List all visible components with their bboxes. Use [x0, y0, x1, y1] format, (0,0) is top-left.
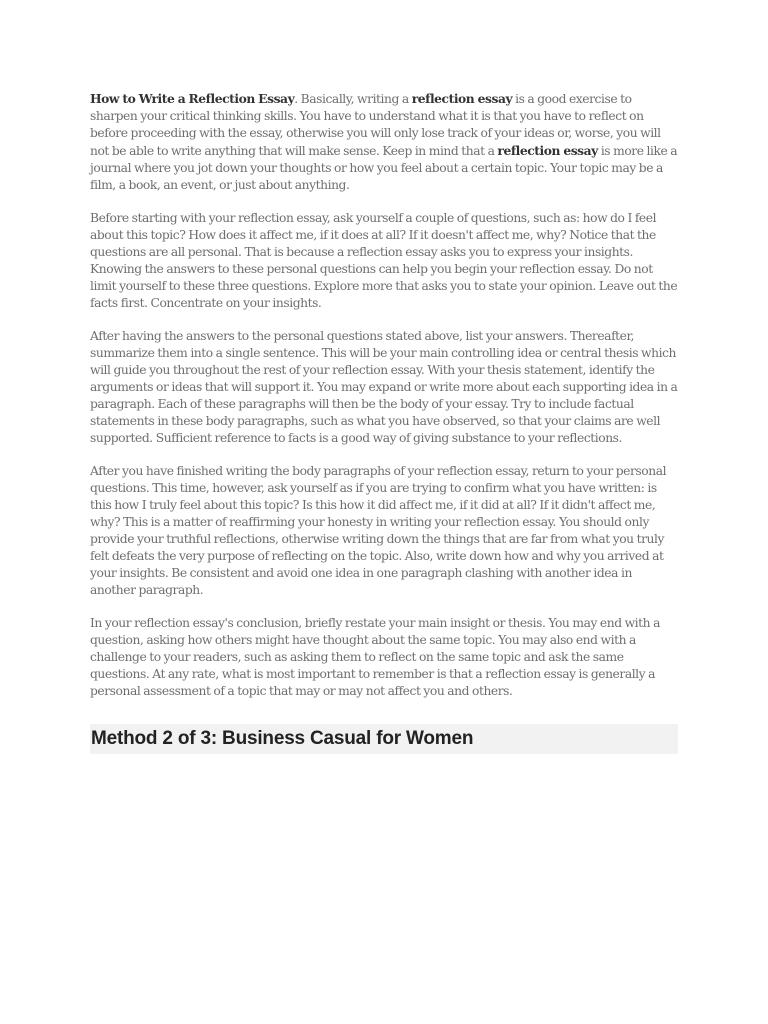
paragraph-intro — [90, 90, 678, 194]
text-run: is a good exercise to sharpen your critical thinking skills. You have to understand what it is that you have to reflect on before proceeding with the essay, otherwise you will only lose track of your ideas or, worse, you will not be able to write anything that will make sense. Keep in mind that a — [90, 92, 661, 158]
paragraph-conclusion: In your reflection essay's conclusion, briefly restate your main insight or thesis. You may end with a question, asking how others might have thought about the same topic. You may also end with a challenge to your readers, such as asking them to reflect on the same topic and ask the same questions. At any rate, what is most important to remember is that a reflection essay is generally a personal assessment of a topic that may or may not affect you and others. — [90, 616, 660, 698]
keyword-bold: reflection essay — [497, 143, 598, 158]
paragraph-questions: Before starting with your reflection essay, ask yourself a couple of questions, such as: how do I feel about this topic? How does it affect me, if it does at all? If it doesn't affect me, why? Notice that the questions are all personal. That is because a reflection essay asks you to express your insights. Knowing the answers to these personal questions can help you begin your reflection essay. Do not limit yourself to these three questions. Explore more that asks you to state your opinion. Leave out the facts first. Concentrate on your insights. — [90, 211, 678, 310]
article-title-inline: How to Write a Reflection Essay — [90, 91, 295, 106]
text-run: . Basically, writing a — [294, 92, 412, 106]
section-heading-bar — [90, 724, 678, 754]
paragraph-body-review: After you have finished writing the body paragraphs of your reflection essay, return to your personal questions. This time, however, ask yourself as if you are trying to confirm what you have written: is this how I truly feel about this topic? Is this how it did affect me, if it did at all? If it didn't affect me, why? This is a matter of reaffirming your honesty in writing your reflection essay. You should only provide your truthful reflections, otherwise writing down the things that are far from what you truly felt defeats the very purpose of reflecting on the topic. Also, write down how and why you arrived at your insights. Be consistent and avoid one idea in one paragraph clashing with another idea in another paragraph. — [90, 464, 667, 597]
document-page — [90, 90, 678, 754]
section-heading: Method 2 of 3: Business Casual for Women — [91, 728, 474, 749]
text-run: is more like a journal where you jot down your thoughts or how you feel about a certain topic. Your topic may be a film, a book, an event, or just about anything. — [90, 144, 678, 192]
keyword-bold: reflection essay — [411, 91, 513, 106]
paragraph-thesis: After having the answers to the personal questions stated above, list your answers. Thereafter, summarize them into a single sentence. This will be your main controlling idea or central thesis which will guide you throughout the rest of your reflection essay. With your thesis statement, identify the arguments or ideas that will support it. You may expand or write more about each supporting idea in a paragraph. Each of these paragraphs will then be the body of your essay. Try to include factual statements in these body paragraphs, such as what you have observed, so that your claims are well supported. Sufficient reference to facts is a good way of giving substance to your reflections. — [90, 329, 678, 445]
